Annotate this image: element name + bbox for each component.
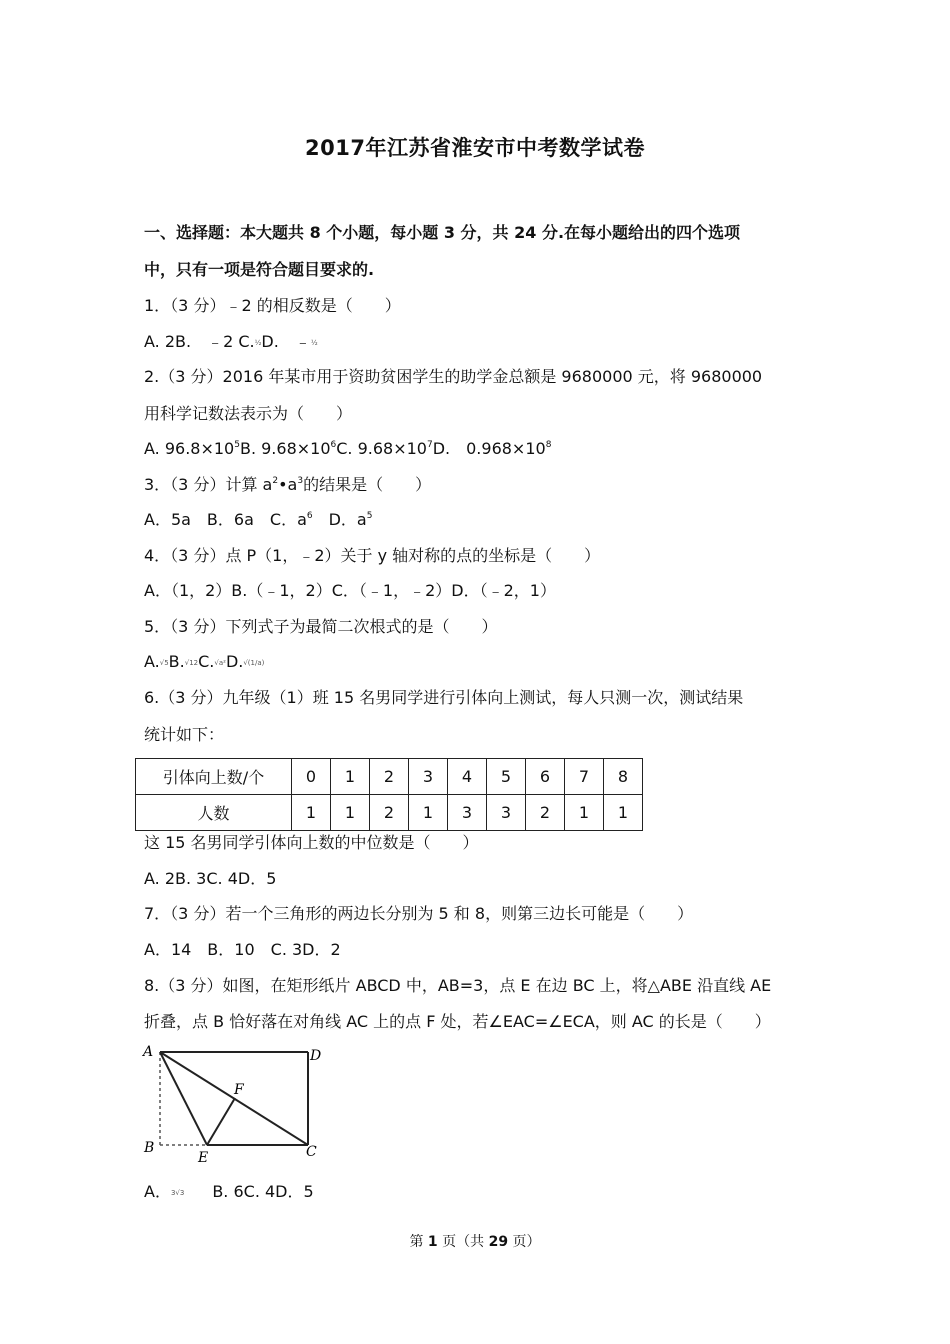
q3-stem-post: 的结果是（ ） (303, 475, 432, 494)
table-cell: 2 (370, 795, 409, 831)
figure-label-f: F (234, 1082, 244, 1098)
footer-mid: 页（共 (437, 1234, 489, 1250)
q5-option-a-image: √5 (159, 659, 169, 667)
question-7-stem: 7．（3 分）若一个三角形的两边长分别为 5 和 8，则第三边长可能是（ ） (144, 904, 694, 923)
table-cell: 1 (604, 795, 643, 831)
figure-label-e: E (198, 1150, 209, 1165)
table-row (136, 795, 643, 831)
q5-option-a: A. (144, 652, 160, 671)
table-cell: 2 (526, 795, 565, 831)
rectangle-fold-figure (140, 1040, 340, 1165)
table-cell: 3 (487, 795, 526, 831)
question-4-stem: 4．（3 分）点 P（1，﹣2）关于 y 轴对称的点的坐标是（ ） (144, 546, 601, 565)
footer-post: 页） (508, 1234, 541, 1250)
question-1-stem: 1．（3 分）﹣2 的相反数是（ ） (144, 296, 401, 315)
question-6-stem-line1: 6.（3 分）九年级（1）班 15 名男同学进行引体向上测试，每人只测一次，测试结果 (144, 688, 744, 707)
table-cell: 1 (409, 795, 448, 831)
table-cell: 4 (448, 759, 487, 795)
table-cell: 2 (370, 759, 409, 795)
question-3-stem (144, 474, 431, 496)
table-cell: 1 (331, 759, 370, 795)
figure-line-ef (207, 1098, 235, 1145)
q3-option-d: D．a (312, 510, 367, 529)
footer-pre: 第 (409, 1234, 428, 1250)
question-2-options (144, 438, 551, 460)
q5-option-b-image: √12 (184, 659, 199, 667)
footer-total-pages: 29 (488, 1234, 509, 1250)
table-cell: 6 (526, 759, 565, 795)
q5-option-c: C. (198, 652, 215, 671)
table-cell: 0 (292, 759, 331, 795)
q2-option-d-exp: 8 (545, 440, 552, 450)
figure-label-d: D (310, 1048, 322, 1064)
q2-option-c-exp: 7 (426, 440, 433, 450)
table-cell: 3 (409, 759, 448, 795)
table-cell: 1 (565, 795, 604, 831)
question-5-options (144, 651, 264, 674)
question-2-stem-line2: 用科学记数法表示为（ ） (144, 404, 353, 423)
q2-option-d: D. 0.968×10 (432, 439, 546, 458)
pullup-stats-table (135, 758, 643, 831)
question-5-stem: 5．（3 分）下列式子为最简二次根式的是（ ） (144, 617, 498, 636)
q8-option-a-image: 3√3 (170, 1189, 185, 1197)
question-8-stem-line2: 折叠，点 B 恰好落在对角线 AC 上的点 F 处，若∠EAC=∠ECA，则 AC 的长是（ ） (144, 1012, 771, 1031)
question-7-options: A．14 B．10 C. 3D．2 (144, 940, 341, 959)
q3-stem-exp2: 3 (297, 476, 304, 486)
question-6-options: A. 2B. 3C. 4D．5 (144, 869, 277, 888)
page-footer (0, 1231, 950, 1251)
page-title: 2017年江苏省淮安市中考数学试卷 (305, 136, 645, 160)
question-8-options (144, 1181, 314, 1204)
table-row-label: 引体向上数/个 (136, 759, 292, 795)
table-cell: 1 (292, 795, 331, 831)
q8-option-a: A． (144, 1182, 171, 1201)
q1-option-a: A. 2 (144, 332, 176, 351)
table-cell: 7 (565, 759, 604, 795)
question-2-stem-line1: 2.（3 分）2016 年某市用于资助贫困学生的助学金总额是 9680000 元，将 9680000 (144, 367, 763, 386)
q8-options-rest: B. 6C. 4D．5 (212, 1182, 314, 1201)
q3-option-d-exp: 5 (366, 511, 373, 521)
section-heading-line1: 一、选择题：本大题共 8 个小题，每小题 3 分，共 24 分.在每小题给出的四个选项 (144, 223, 741, 242)
q1-option-b: B. ﹣2 (175, 332, 234, 351)
q5-option-d-image: √(1/a) (243, 659, 265, 667)
table-cell: 8 (604, 759, 643, 795)
q1-option-d-fraction: ½ (310, 339, 318, 347)
q2-option-c: C. 9.68×10 (336, 439, 427, 458)
q2-option-a: A. 96.8×10 (144, 439, 235, 458)
table-row (136, 759, 643, 795)
q2-option-b: B. 9.68×10 (239, 439, 331, 458)
table-cell: 3 (448, 795, 487, 831)
q1-option-c-fraction: ½ (254, 339, 262, 347)
question-4-options: A．（1，2）B.（﹣1，2）C．（﹣1，﹣2）D．（﹣2，1） (144, 581, 556, 600)
figure-label-c: C (306, 1144, 317, 1160)
footer-page-number: 1 (427, 1234, 438, 1250)
q3-options-abc: A．5a B．6a C．a (144, 510, 307, 529)
question-3-options (144, 509, 372, 531)
figure-label-b: B (144, 1140, 155, 1156)
q1-option-d: D. ﹣ (261, 332, 311, 351)
q3-stem-mid: •a (278, 475, 298, 494)
q5-option-b: B. (168, 652, 185, 671)
question-6-stem-line2: 统计如下： (144, 725, 225, 744)
table-cell: 1 (331, 795, 370, 831)
q5-option-d: D. (225, 652, 244, 671)
question-6-stem-line3: 这 15 名男同学引体向上数的中位数是（ ） (144, 833, 479, 852)
table-row-label: 人数 (136, 795, 292, 831)
q2-option-b-exp: 6 (330, 440, 337, 450)
q2-option-a-exp: 5 (234, 440, 240, 450)
q5-option-c-image: √a² (214, 659, 226, 667)
q3-option-c-exp: 6 (306, 511, 313, 521)
table-cell: 5 (487, 759, 526, 795)
section-heading-line2: 中，只有一项是符合题目要求的. (144, 260, 375, 279)
q3-stem-pre: 3．（3 分）计算 a (144, 475, 273, 494)
q3-stem-exp1: 2 (272, 476, 279, 486)
question-8-stem-line1: 8.（3 分）如图，在矩形纸片 ABCD 中，AB=3，点 E 在边 BC 上，将△ABE 沿直线 AE (144, 976, 772, 995)
q1-option-c: C. (238, 332, 255, 351)
figure-label-a: A (143, 1044, 154, 1060)
question-1-options (144, 331, 318, 354)
